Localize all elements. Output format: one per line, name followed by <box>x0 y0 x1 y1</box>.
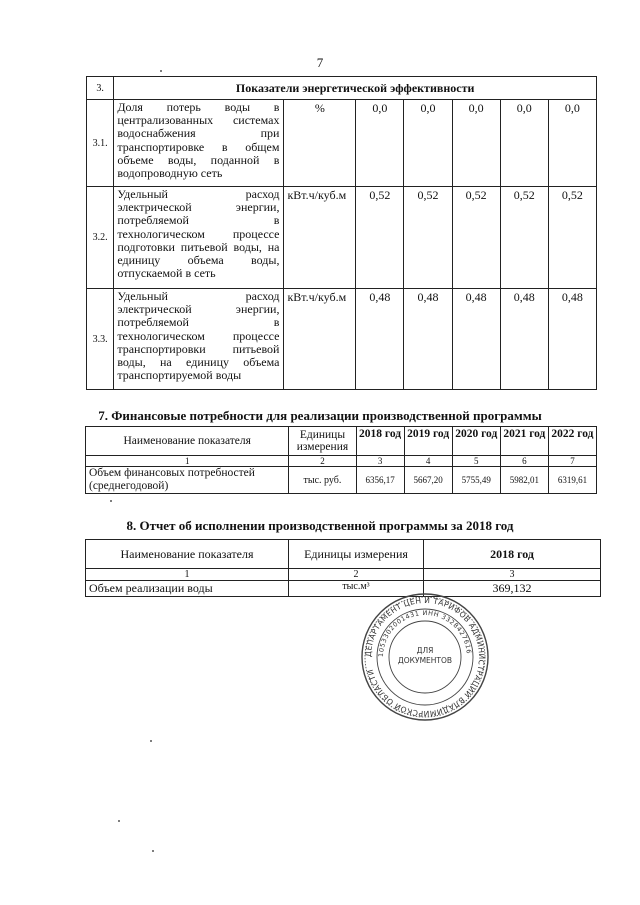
table-row <box>87 187 597 289</box>
header-unit: Единицы измерения <box>289 540 424 569</box>
indicator-name: Удельный расход электрической энергии, потребляемой в технологическом процессе подготовки питьевой воды, на единицу объема воды, отпускаемой в сеть <box>114 187 284 289</box>
indicator-unit: % <box>284 100 356 187</box>
table-row <box>87 289 597 390</box>
value-cell: 0,48 <box>500 289 548 390</box>
column-index: 4 <box>404 456 452 467</box>
scan-speck <box>160 70 162 72</box>
value-cell: 0,52 <box>356 187 404 289</box>
header-year: 2019 год <box>404 427 452 456</box>
stamp-center-line1: ДЛЯ <box>416 646 434 655</box>
scan-speck <box>150 740 152 742</box>
value-cell: 6356,17 <box>356 467 404 494</box>
indicator-name: Удельный расход электрической энергии, потребляемой в технологическом процессе транспортировки питьевой воды, на единицу объема транспортируемой воды <box>114 289 284 390</box>
value-cell: 0,0 <box>452 100 500 187</box>
header-year: 2020 год <box>452 427 500 456</box>
column-index: 3 <box>424 569 601 581</box>
value-cell: 6319,61 <box>548 467 596 494</box>
row-number: 3.2. <box>87 187 114 289</box>
row-number: 3.3. <box>87 289 114 390</box>
value-cell: 5982,01 <box>500 467 548 494</box>
table-row <box>86 581 601 597</box>
scan-speck <box>118 820 120 822</box>
column-index: 5 <box>452 456 500 467</box>
header-year: 2022 год <box>548 427 596 456</box>
column-index: 1 <box>86 569 289 581</box>
value-cell: 0,48 <box>404 289 452 390</box>
section-title: Показатели энергетической эффективности <box>114 77 597 100</box>
value-cell: 0,52 <box>500 187 548 289</box>
row-unit: тыс.м³ <box>289 581 424 597</box>
column-index: 6 <box>500 456 548 467</box>
value-cell: 5667,20 <box>404 467 452 494</box>
scan-speck <box>152 850 154 852</box>
value-cell: 0,52 <box>404 187 452 289</box>
indicator-name: Доля потерь воды в централизованных системах водоснабжения при транспортировке в общем объеме воды, поданной в водопроводную сеть <box>114 100 284 187</box>
value-cell: 0,0 <box>500 100 548 187</box>
value-cell: 0,0 <box>356 100 404 187</box>
row-name: Объем реализации воды <box>86 581 289 597</box>
header-unit: Единицы измерения <box>289 427 356 456</box>
value-cell: 0,48 <box>356 289 404 390</box>
column-index: 2 <box>289 456 356 467</box>
table-row <box>87 100 597 187</box>
row-name: Объем финансовых потребностей (среднегодовой) <box>86 467 289 494</box>
section-number: 3. <box>87 77 114 100</box>
section7-heading: 7. Финансовые потребности для реализации производственной программы <box>98 408 542 423</box>
column-index: 3 <box>356 456 404 467</box>
header-year: 2021 год <box>500 427 548 456</box>
execution-report-table <box>85 539 601 597</box>
official-stamp <box>360 592 490 722</box>
row-unit: тыс. руб. <box>289 467 356 494</box>
value-cell: 0,0 <box>404 100 452 187</box>
value-cell: 0,48 <box>452 289 500 390</box>
column-index: 1 <box>86 456 289 467</box>
column-index: 7 <box>548 456 596 467</box>
header-year: 2018 год <box>424 540 601 569</box>
header-name: Наименование показателя <box>86 540 289 569</box>
value-cell: 5755,49 <box>452 467 500 494</box>
header-name: Наименование показателя <box>86 427 289 456</box>
table-row <box>86 467 597 494</box>
value-cell: 0,52 <box>452 187 500 289</box>
indicator-unit: кВт.ч/куб.м <box>284 289 356 390</box>
row-number: 3.1. <box>87 100 114 187</box>
indicator-unit: кВт.ч/куб.м <box>284 187 356 289</box>
financial-needs-table <box>85 426 597 494</box>
stamp-inner-ring-text: 1053302001431 ИНН 3328427616 <box>376 608 473 658</box>
value-cell: 0,48 <box>548 289 596 390</box>
scan-speck <box>110 500 112 502</box>
header-year: 2018 год <box>356 427 404 456</box>
value-cell: 369,132 <box>424 581 601 597</box>
page-number: 7 <box>316 55 324 70</box>
value-cell: 0,0 <box>548 100 596 187</box>
section8-heading: 8. Отчет об исполнении производственной программы за 2018 год <box>126 518 514 533</box>
value-cell: 0,52 <box>548 187 596 289</box>
stamp-center-line2: ДОКУМЕНТОВ <box>397 656 453 665</box>
stamp-ring-text: ДЕПАРТАМЕНТ ЦЕН И ТАРИФОВ АДМИНИСТРАЦИИ ВЛАДИМИРСКОЙ ОБЛАСТИ <box>363 595 487 719</box>
energy-efficiency-table <box>86 76 597 390</box>
column-index: 2 <box>289 569 424 581</box>
